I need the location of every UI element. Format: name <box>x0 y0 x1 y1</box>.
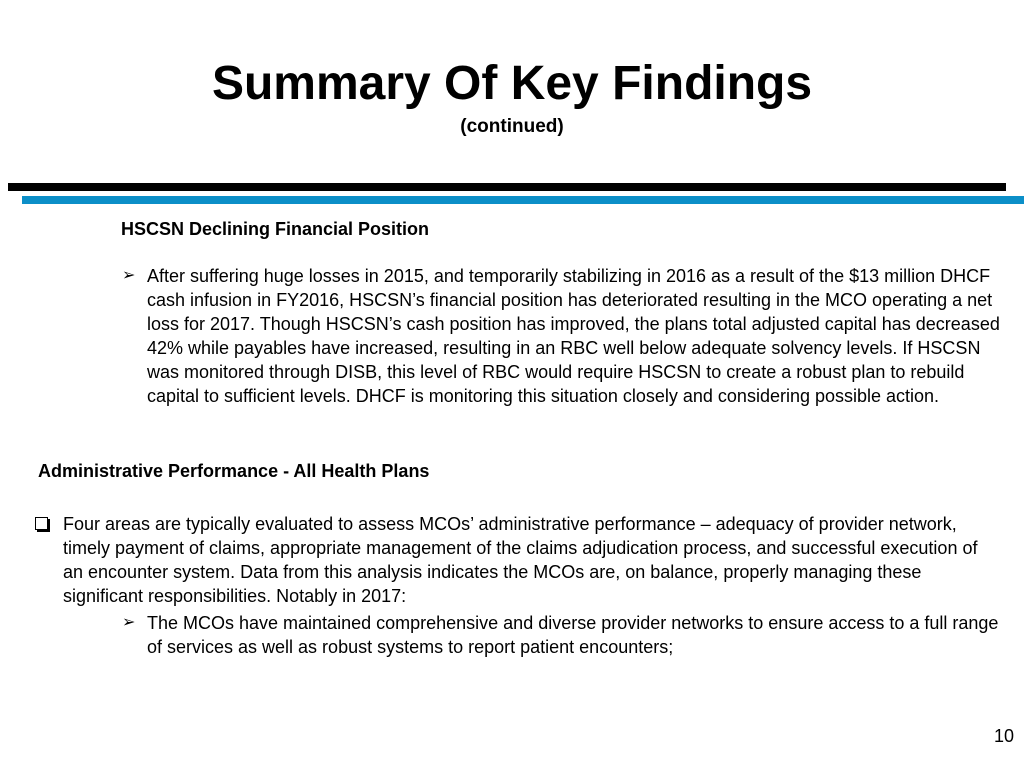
section-heading-admin-performance: Administrative Performance - All Health Plans <box>38 461 430 481</box>
arrowhead-bullet-icon: ➢ <box>122 614 136 631</box>
page-number: 10 <box>993 726 1014 746</box>
page-title: Summary Of Key Findings <box>211 57 813 110</box>
sub-bullet-provider-networks <box>122 611 1009 659</box>
sub-bullet-text: The MCOs have maintained comprehensive and diverse provider networks to ensure access to a full range of services as well as robust systems to report patient encounters; <box>147 613 999 657</box>
header-divider-blue <box>22 196 1024 204</box>
bullet-hscsn-financial <box>122 264 1009 408</box>
square-bullet-icon <box>35 517 48 530</box>
section-heading-hscsn: HSCSN Declining Financial Position <box>121 219 430 239</box>
bullet-admin-performance <box>63 512 993 608</box>
page-subtitle: (continued) <box>460 116 564 137</box>
bullet-text: After suffering huge losses in 2015, and temporarily stabilizing in 2016 as a result of the $13 million DHCF cash infusion in FY2016, HSCSN’s financial position has deteriorated resulting in the MCO operating a net loss for 2017. Though HSCSN’s cash position has improved, the plans total adjusted capital has decreased 42% while payables have increased, resulting in an RBC well below adequate solvency levels. If HSCSN was monitored through DISB, this level of RBC would require HSCSN to create a robust plan to rebuild capital to sufficient levels. DHCF is monitoring this situation closely and considering possible action. <box>147 266 1000 406</box>
arrowhead-bullet-icon: ➢ <box>122 267 136 284</box>
header-divider-black <box>8 183 1006 191</box>
bullet-text: Four areas are typically evaluated to assess MCOs’ administrative performance – adequacy of provider network, timely payment of claims, appropriate management of the claims adjudication process, and successful execution of an encounter system. Data from this analysis indicates the MCOs are, on balance, properly managing these significant responsibilities. Notably in 2017: <box>63 514 978 606</box>
